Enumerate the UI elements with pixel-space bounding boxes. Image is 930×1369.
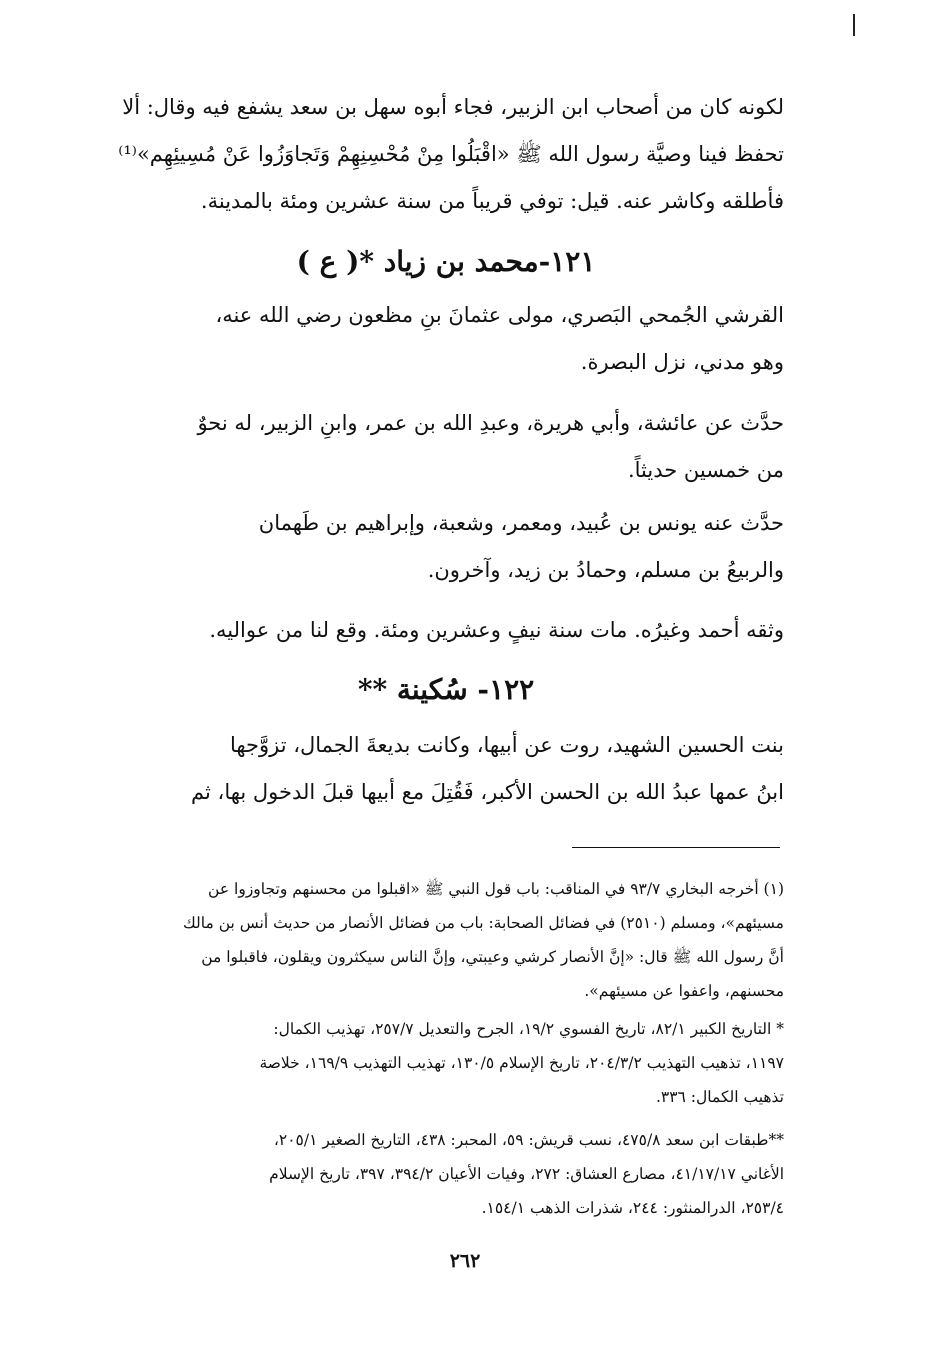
footnote-line: **طبقات ابن سعد ٤٧٥/٨، نسب قريش: ٥٩، المحبر: ٤٣٨، التاريخ الصغير ٢٠٥/١، [273, 1131, 784, 1149]
footnote-line: ٢٥٣/٤، الدرالمنثور: ٢٤٤، شذرات الذهب ١٥٤/١. [481, 1199, 784, 1217]
text-line: القرشي الجُمحي البَصري، مولى عثمانَ بنِ مظعون رضي الله عنه، [215, 303, 784, 327]
text-line: بنت الحسين الشهيد، روت عن أبيها، وكانت بديعةَ الجمال، تزوَّجها [229, 733, 784, 757]
footnote-1 [108, 872, 784, 1008]
footnote-double-star [108, 1123, 784, 1225]
text-line: ابنُ عمها عبدُ الله بن الحسن الأكبر، فَقُتِلَ مع أبيها قبلَ الدخول بها، ثم [191, 780, 784, 804]
footnote-line: ١١٩٧، تذهيب التهذيب ٢٠٤/٣/٢، تاريخ الإسلام ١٣٠/٥، تهذيب التهذيب ١٦٩/٩، خلاصة [259, 1054, 784, 1072]
text-line: لكونه كان من أصحاب ابن الزبير، فجاء أبوه سهل بن سعد يشفع فيه وقال: ألا [122, 95, 784, 119]
text-line: حدَّث عن عائشة، وأبي هريرة، وعبدِ الله بن عمر، وابنِ الزبير، له نحوٌ [197, 411, 784, 435]
entry-122-heading: ١٢٢- سُكينة ** [357, 673, 535, 706]
corner-mark [853, 14, 855, 36]
entry-121-paragraph-4 [108, 607, 784, 654]
entry-122-paragraph-1 [108, 722, 784, 816]
footnote-line: مسيئهم»، ومسلم (٢٥١٠) في فضائل الصحابة: باب من فضائل الأنصار من حديث أنس بن مالك [182, 914, 784, 932]
entry-121-paragraph-1 [108, 292, 784, 386]
entry-121-paragraph-2 [108, 400, 784, 494]
text-line: والربيعُ بن مسلم، وحمادُ بن زيد، وآخرون. [427, 558, 784, 582]
entry-121-heading: ١٢١-محمد بن زياد *( ع ) [296, 245, 596, 278]
footnote-line: محسنهم، واعفوا عن مسيئهم». [584, 982, 784, 1000]
text-line: تحفظ فينا وصيَّة رسول الله ﷺ «اقْبَلُوا مِنْ مُحْسِنِهِمْ وَتَجاوَزُوا عَنْ مُسِيئِهِم»⁽¹⁾ [118, 142, 784, 166]
footnote-line: الأغاني ٤١/١٧/١٧، مصارع العشاق: ٢٧٢، وفيات الأعيان ٣٩٤/٢، ٣٩٧، تاريخ الإسلام [269, 1165, 784, 1183]
footnote-line: تذهيب الكمال: ٣٣٦. [655, 1088, 784, 1106]
text-line: حدَّث عنه يونس بن عُبيد، ومعمر، وشعبة، وإبراهيم بن طَهمان [258, 511, 784, 535]
footnote-line: أنَّ رسول الله ﷺ قال: «إنَّ الأنصار كرشي وعيبتي، وإنَّ الناس سيكثرون ويقلون، فاقبلوا من [201, 948, 784, 966]
footnote-separator [572, 847, 780, 848]
text-line: وثقه أحمد وغيرُه. مات سنة نيفٍ وعشرين ومئة. وقع لنا من عواليه. [209, 618, 784, 642]
entry-121-paragraph-3 [108, 500, 784, 594]
text-line: وهو مدني، نزل البصرة. [580, 350, 784, 374]
continuation-paragraph [108, 84, 784, 225]
text-line: من خمسين حديثاً. [627, 458, 784, 482]
page-number: ٢٦٢ [449, 1250, 481, 1272]
footnote-line: (١) أخرجه البخاري ٩٣/٧ في المناقب: باب قول النبي ﷺ «اقبلوا من محسنهم وتجاوزوا عن [208, 880, 784, 898]
footnote-line: * التاريخ الكبير ٨٢/١، تاريخ الفسوي ١٩/٢، الجرح والتعديل ٢٥٧/٧، تهذيب الكمال: [273, 1020, 784, 1038]
footnote-star [108, 1012, 784, 1114]
text-line: فأطلقه وكاشر عنه. قيل: توفي قريباً من سنة عشرين ومئة بالمدينة. [200, 189, 784, 213]
